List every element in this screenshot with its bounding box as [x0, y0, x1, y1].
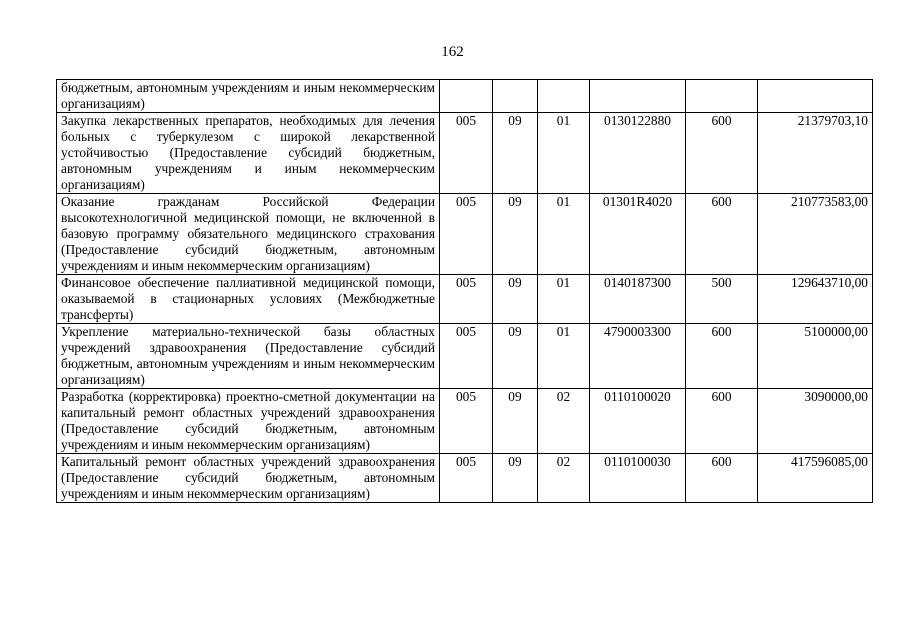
section-code — [493, 80, 538, 113]
target-article-code: 0110100020 — [590, 389, 686, 454]
target-article-code: 4790003300 — [590, 324, 686, 389]
expense-type-code: 500 — [686, 275, 758, 324]
section-code: 09 — [493, 275, 538, 324]
ministry-code: 005 — [440, 194, 493, 275]
amount: 129643710,00 — [758, 275, 873, 324]
table-row — [57, 194, 873, 275]
table-row — [57, 389, 873, 454]
table-row — [57, 275, 873, 324]
subsection-code: 01 — [538, 113, 590, 194]
ministry-code: 005 — [440, 275, 493, 324]
amount: 417596085,00 — [758, 454, 873, 503]
amount — [758, 80, 873, 113]
ministry-code — [440, 80, 493, 113]
amount: 5100000,00 — [758, 324, 873, 389]
ministry-code: 005 — [440, 113, 493, 194]
target-article-code — [590, 80, 686, 113]
expense-type-code: 600 — [686, 194, 758, 275]
table-row — [57, 324, 873, 389]
amount: 21379703,10 — [758, 113, 873, 194]
row-description: Закупка лекарственных препаратов, необходимых для лечения больных с туберкулезом с широкой лекарственной устойчивостью (Предоставление субсидий бюджетным, автономным учреждениям и иным некоммерческим организациям) — [57, 113, 440, 194]
section-code: 09 — [493, 324, 538, 389]
subsection-code: 01 — [538, 194, 590, 275]
section-code: 09 — [493, 389, 538, 454]
row-description: Укрепление материально-технической базы областных учреждений здравоохранения (Предоставление субсидий бюджетным, автономным учреждениям и иным некоммерческим организациям) — [57, 324, 440, 389]
row-description: Финансовое обеспечение паллиативной медицинской помощи, оказываемой в стационарных условиях (Межбюджетные трансферты) — [57, 275, 440, 324]
target-article-code: 0130122880 — [590, 113, 686, 194]
amount: 3090000,00 — [758, 389, 873, 454]
subsection-code: 01 — [538, 324, 590, 389]
expense-type-code: 600 — [686, 113, 758, 194]
expense-type-code: 600 — [686, 324, 758, 389]
ministry-code: 005 — [440, 389, 493, 454]
section-code: 09 — [493, 113, 538, 194]
subsection-code — [538, 80, 590, 113]
table-row — [57, 454, 873, 503]
subsection-code: 02 — [538, 389, 590, 454]
target-article-code: 0110100030 — [590, 454, 686, 503]
target-article-code: 0140187300 — [590, 275, 686, 324]
expense-type-code: 600 — [686, 389, 758, 454]
expense-type-code: 600 — [686, 454, 758, 503]
target-article-code: 01301R4020 — [590, 194, 686, 275]
subsection-code: 01 — [538, 275, 590, 324]
row-description: Капитальный ремонт областных учреждений здравоохранения (Предоставление субсидий бюджетным, автономным учреждениям и иным некоммерческим организациям) — [57, 454, 440, 503]
table-row — [57, 80, 873, 113]
row-description: бюджетным, автономным учреждениям и иным некоммерческим организациям) — [57, 80, 440, 113]
table-row — [57, 113, 873, 194]
subsection-code: 02 — [538, 454, 590, 503]
section-code: 09 — [493, 194, 538, 275]
row-description: Оказание гражданам Российской Федерации высокотехнологичной медицинской помощи, не включенной в базовую программу обязательного медицинского страхования (Предоставление субсидий бюджетным, автономным учреждениям и иным некоммерческим организациям) — [57, 194, 440, 275]
section-code: 09 — [493, 454, 538, 503]
amount: 210773583,00 — [758, 194, 873, 275]
row-description: Разработка (корректировка) проектно-сметной документации на капитальный ремонт областных учреждений здравоохранения (Предоставление субсидий бюджетным, автономным учреждениям и иным некоммерческим организациям) — [57, 389, 440, 454]
ministry-code: 005 — [440, 324, 493, 389]
budget-table — [56, 79, 873, 503]
page-number: 162 — [441, 44, 464, 60]
expense-type-code — [686, 80, 758, 113]
ministry-code: 005 — [440, 454, 493, 503]
